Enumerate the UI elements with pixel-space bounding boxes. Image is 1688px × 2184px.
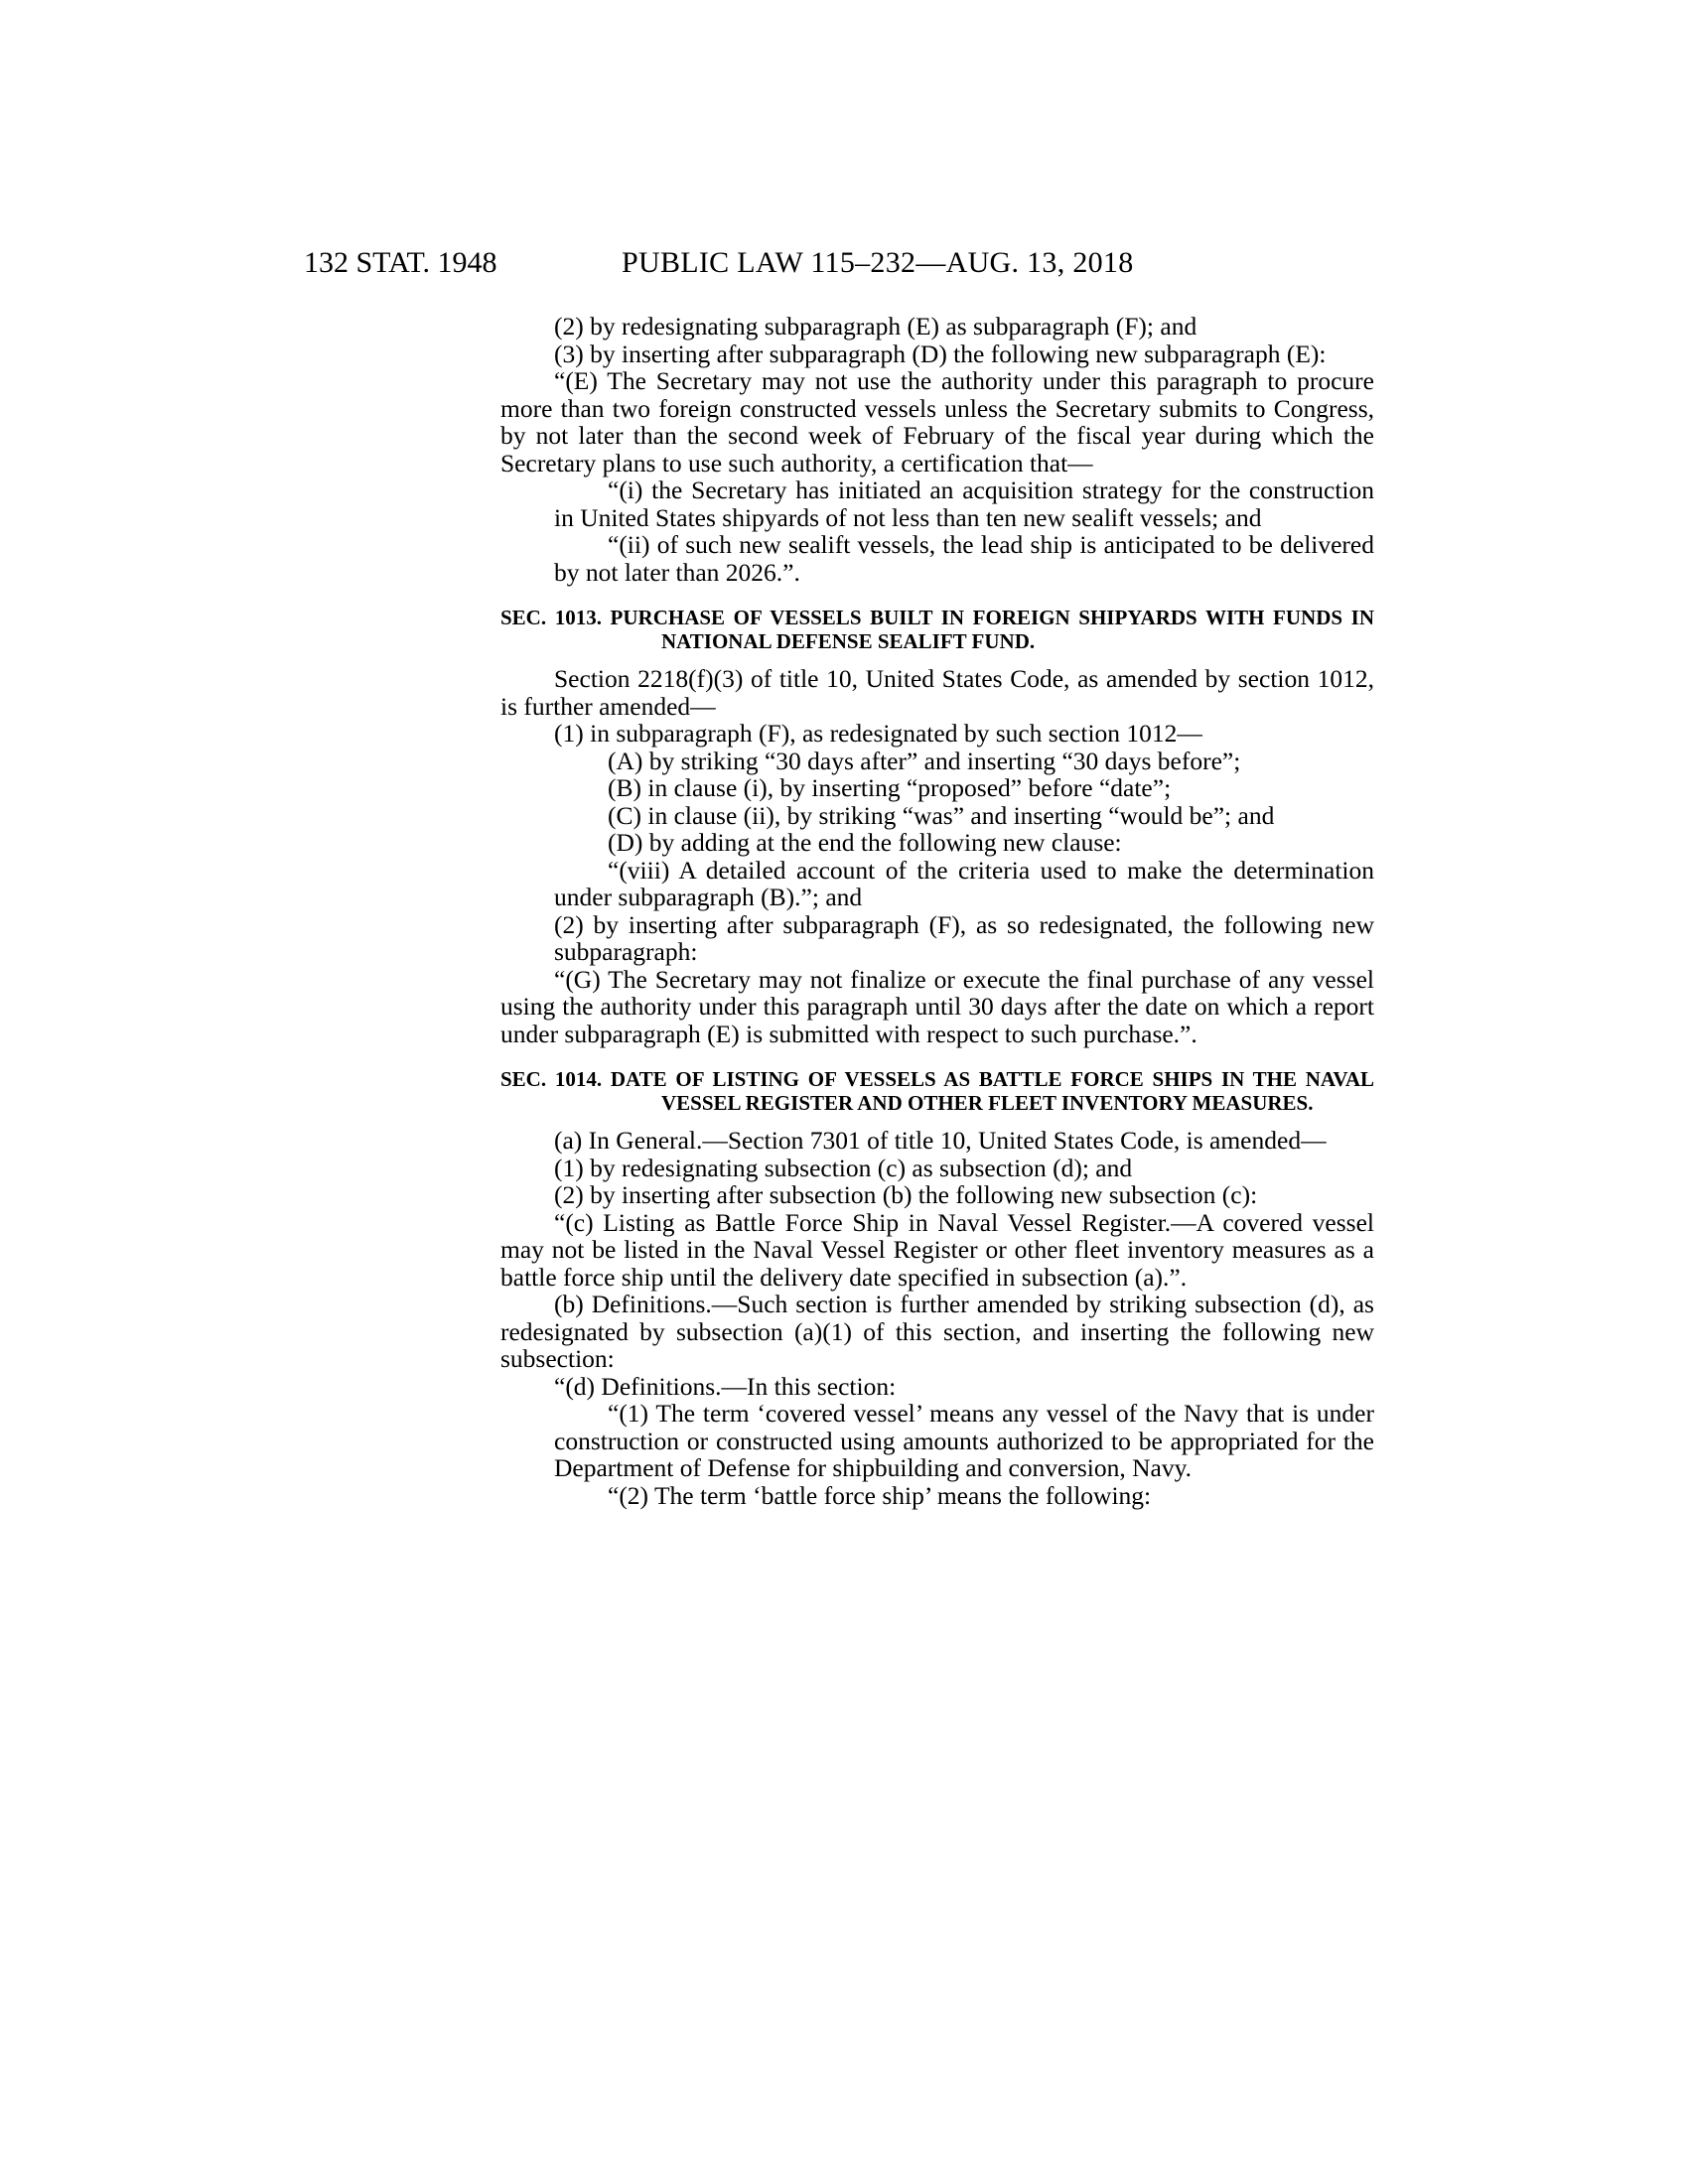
paragraph: (3) by inserting after subparagraph (D) the following new subparagraph (E): xyxy=(554,339,1327,368)
subparagraph-d: (D) by adding at the end the following new clause: xyxy=(608,828,1122,857)
subparagraph-a: (A) by striking “30 days after” and inserting “30 days before”; xyxy=(608,746,1241,775)
paragraph: (1) by redesignating subsection (c) as subsection (d); and xyxy=(554,1153,1133,1182)
page-header xyxy=(304,246,1376,286)
quoted-subparagraph-e: “(E) The Secretary may not use the authority under this paragraph to procure more than two foreign constructed vessels unless the Secretary submits to Congress, by not later than the second week of February of the fiscal year during which the Secretary plans to use such authority, a certification that— xyxy=(500,366,1374,478)
subsection-a: (a) In General.—Section 7301 of title 10, United States Code, is amended— xyxy=(554,1126,1327,1155)
quoted-subparagraph-g: “(G) The Secretary may not finalize or execute the final purchase of any vessel using the authority under this paragraph until 30 days after the date on which a report under subparagraph (E) is submitted with respect to such purchase.”. xyxy=(500,964,1374,1048)
section-1013-intro: Section 2218(f)(3) of title 10, United States Code, as amended by section 1012, is further amended— xyxy=(500,664,1374,721)
clause-ii: “(ii) of such new sealift vessels, the lead ship is anticipated to be delivered by not later than 2026.”. xyxy=(554,530,1374,587)
public-law-title: PUBLIC LAW 115–232—AUG. 13, 2018 xyxy=(622,246,1134,279)
paragraph: (2) by redesignating subparagraph (E) as subparagraph (F); and xyxy=(554,312,1197,341)
definition-1: “(1) The term ‘covered vessel’ means any vessel of the Navy that is under construction or constructed using amounts authorized to be appropriated for the Department of Defense for shipbuilding and conversion, Navy. xyxy=(554,1399,1374,1482)
quoted-subsection-c: “(c) Listing as Battle Force Ship in Naval Vessel Register.—A covered vessel may not be listed in the Naval Vessel Register or other fleet inventory measures as a battle force ship until the delivery date specified in subsection (a).”. xyxy=(500,1207,1374,1292)
section-heading-1013: SEC. 1013. PURCHASE OF VESSELS BUILT IN FOREIGN SHIPYARDS WITH FUNDS IN NATIONAL DEFENSE SEALIFT FUND. xyxy=(500,606,1374,653)
paragraph: (1) in subparagraph (F), as redesignated by such section 1012— xyxy=(554,719,1202,748)
document-body xyxy=(500,313,1374,1509)
paragraph: (2) by inserting after subparagraph (F), as so redesignated, the following new subparagraph: xyxy=(554,909,1374,966)
subparagraph-b: (B) in clause (i), by inserting “proposed” before “date”; xyxy=(608,773,1172,802)
clause-i: “(i) the Secretary has initiated an acquisition strategy for the construction in United States shipyards of not less than ten new sealift vessels; and xyxy=(554,476,1374,532)
paragraph: (2) by inserting after subsection (b) the following new subsection (c): xyxy=(554,1180,1258,1209)
statute-page-number: 132 STAT. 1948 xyxy=(304,246,497,279)
subparagraph-c: (C) in clause (ii), by striking “was” and inserting “would be”; and xyxy=(608,800,1275,830)
subsection-b: (b) Definitions.—Such section is further amended by striking subsection (d), as redesignated by subsection (a)(1) of this section, and inserting the following new subsection: xyxy=(500,1290,1374,1373)
section-heading-1014: SEC. 1014. DATE OF LISTING OF VESSELS AS BATTLE FORCE SHIPS IN THE NAVAL VESSEL REGISTER AND OTHER FLEET INVENTORY MEASURES. xyxy=(500,1067,1374,1115)
definition-2: “(2) The term ‘battle force ship’ means the following: xyxy=(608,1480,1152,1510)
clause-viii: “(viii) A detailed account of the criteria used to make the determination under subparagraph (B).”; and xyxy=(554,855,1374,911)
quoted-subsection-d: “(d) Definitions.—In this section: xyxy=(554,1371,897,1401)
